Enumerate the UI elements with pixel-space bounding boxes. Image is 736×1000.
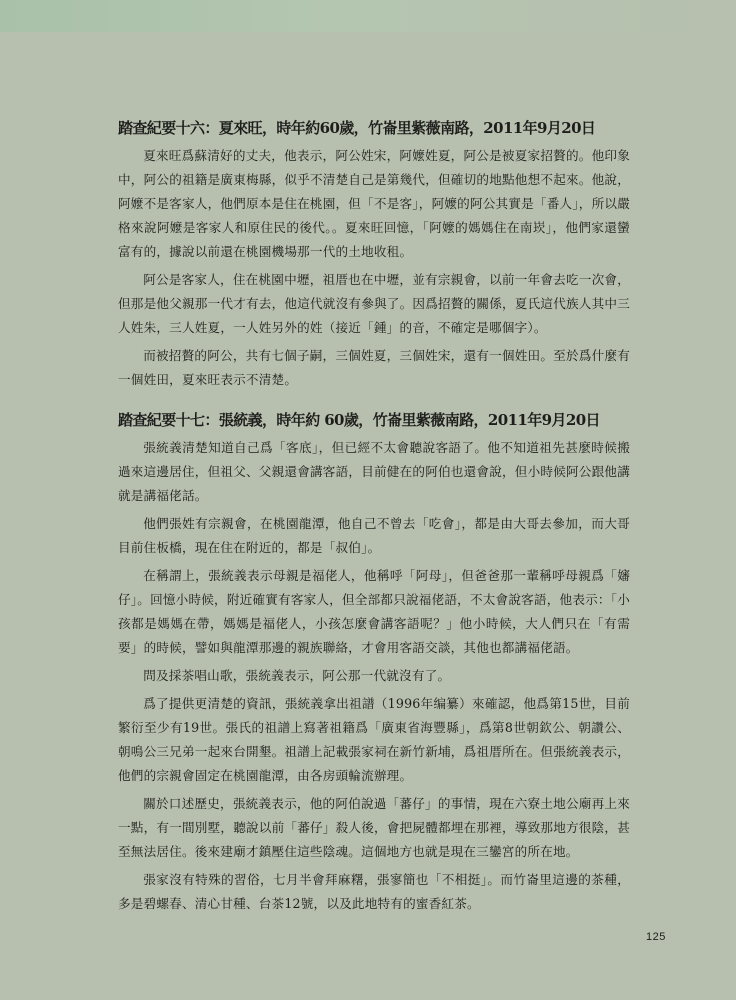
paragraph: 他們張姓有宗親會，在桃園龍潭，他自己不曾去「吃會」，都是由大哥去參加，而大哥目前住板橋，現在住在附近的，都是「叔伯」。: [118, 516, 630, 555]
document-page: [118, 118, 630, 934]
paragraph: 夏來旺爲蘇清好的丈夫，他表示，阿公姓宋，阿嬤姓夏，阿公是被夏家招贅的。他印象中，阿公的祖籍是廣東梅縣，似乎不清楚自己是第幾代，但確切的地點他想不起來。他說，阿嬤不是客家人，他們原本是住在桃園，但「不是客」，阿嬤的阿公其實是「番人」，所以嚴格來說阿嬤是客家人和原住民的後代。。夏來旺回憶，「阿嬤的媽媽住在南崁」，他們家還蠻富有的，據說以前還在桃園機場那一代的土地收租。: [118, 148, 630, 259]
paragraph: 關於口述歷史，張統義表示，他的阿伯說過「蕃仔」的事情，現在六寮土地公廟再上來一點，有一間別墅，聽說以前「蕃仔」殺人後，會把屍體都埋在那裡，導致那地方很陰，甚至無法居住。後來建廟才鎮壓住這些陰魂。這個地方也就是現在三鑾宮的所在地。: [118, 796, 630, 859]
section-record-17: [118, 410, 630, 916]
section-heading: 踏查紀要十六：夏來旺，時年約60歲，竹崙里紫薇南路，2011年9月20日: [118, 119, 596, 137]
top-color-band: [0, 0, 736, 32]
paragraph: 阿公是客家人，住在桃園中壢，祖厝也在中壢，並有宗親會，以前一年會去吃一次會，但那是他父親那一代才有去，他這代就沒有參與了。因爲招贅的關係，夏氏這代族人其中三人姓朱，三人姓夏，一人姓另外的姓（接近「鍾」的音，不確定是哪個字）。: [118, 272, 630, 335]
section-record-16: [118, 118, 630, 392]
paragraph: 張統義清楚知道自己爲「客底」，但已經不太會聽說客語了。他不知道祖先甚麼時候搬過來這邊居住，但祖父、父親還會講客語，目前健在的阿伯也還會說，但小時候阿公跟他講就是講福佬話。: [118, 440, 630, 503]
section-heading: 踏查紀要十七：張統義，時年約 60歲，竹崙里紫薇南路，2011年9月20日: [118, 411, 600, 429]
paragraph: 而被招贅的阿公，共有七個子嗣，三個姓夏，三個姓宋，還有一個姓田。至於爲什麼有一個姓田，夏來旺表示不清楚。: [118, 348, 630, 387]
page-number: 125: [646, 931, 666, 943]
paragraph: 在稱謂上，張統義表示母親是福佬人，他稱呼「阿母」，但爸爸那一輩稱呼母親爲「嬸仔」。回憶小時候，附近確實有客家人，但全部都只說福佬語，不太會說客語，他表示：「小孩都是媽媽在帶，媽媽是福佬人，小孩怎麼會講客語呢？」他小時候，大人們只在「有需要」的時候，譬如與龍潭那邊的親族聯絡，才會用客語交談，其他也都講福佬語。: [118, 568, 630, 655]
paragraph: 張家沒有特殊的習俗，七月半會拜麻糬，張寥簡也「不相挺」。而竹崙里這邊的茶種，多是碧螺春、清心甘種、台茶12號，以及此地特有的蜜香紅茶。: [118, 872, 630, 911]
paragraph: 問及採茶唱山歌，張統義表示，阿公那一代就沒有了。: [143, 668, 451, 683]
paragraph: 爲了提供更清楚的資訊，張統義拿出祖譜（1996年编纂）來確認，他爲第15世，目前繁衍至少有19世。張氏的祖譜上寫著祖籍爲「廣東省海豐縣」，爲第8世朝欽公、朝讚公、朝鳴公三兄弟一起來台開墾。祖譜上記載張家祠在新竹新埔，爲祖厝所在。但張統義表示，他們的宗親會固定在桃園龍潭，由各房頭輪流辦理。: [118, 696, 630, 783]
